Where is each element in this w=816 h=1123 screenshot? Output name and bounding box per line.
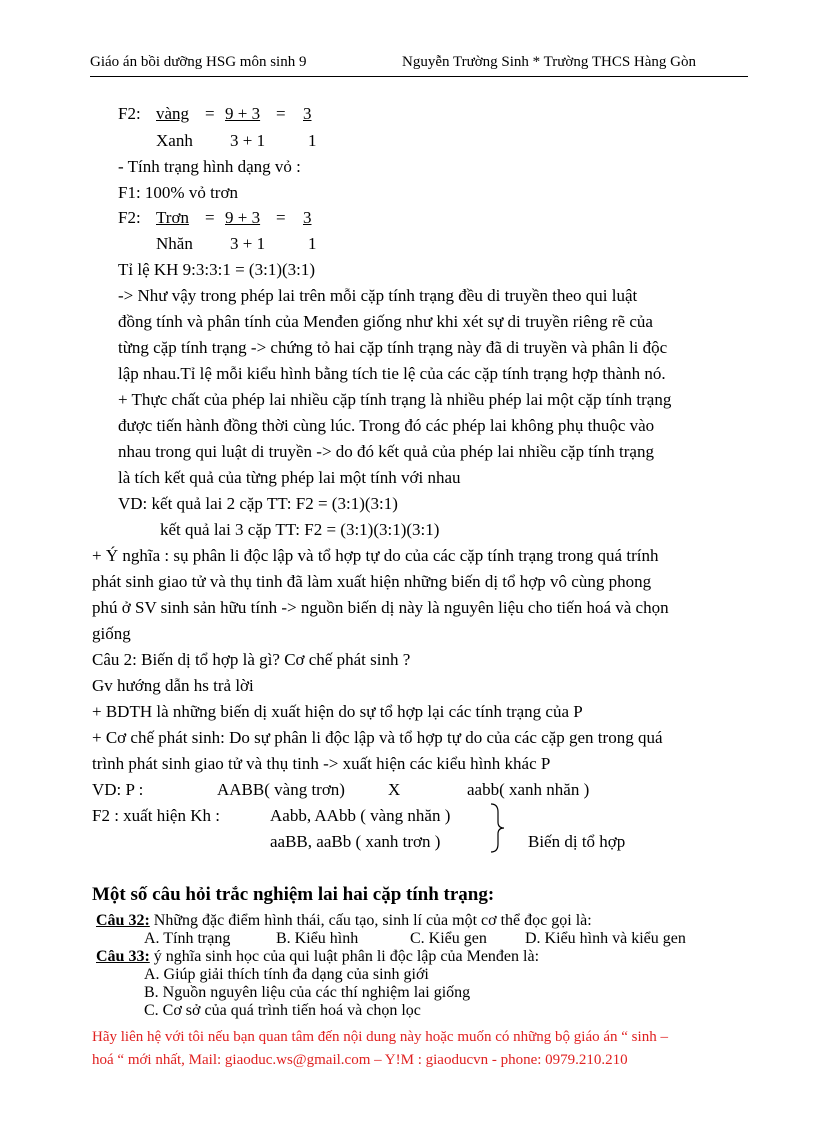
text-line: là tích kết quả của từng phép lai một tính với nhau bbox=[118, 468, 461, 487]
question-label: Câu 33: bbox=[96, 948, 150, 965]
text-line: lập nhau.Tỉ lệ mỗi kiểu hình bằng tích tie lệ của các cặp tính trạng hợp thành nó. bbox=[118, 364, 666, 383]
text-line: từng cặp tính trạng -> chứng tỏ hai cặp tính trạng này đã di truyền và phân li độc bbox=[118, 338, 668, 357]
bdth-definition: + BDTH là những biến dị xuất hiện do sự tổ hợp lại các tính trạng của P bbox=[92, 702, 583, 721]
text-line: nhau trong qui luật di truyền -> do đó kết quả của phép lai nhiều cặp tính trạng bbox=[118, 442, 654, 461]
f1-shape: F1: 100% vỏ trơn bbox=[118, 183, 238, 202]
option-a: A. Giúp giải thích tính đa dạng của sinh giới bbox=[144, 966, 429, 983]
f2-num: 9 + 3 bbox=[225, 208, 261, 227]
text-line: phú ở SV sinh sản hữu tính -> nguồn biến dị này là nguyên liệu cho tiến hoá và chọn bbox=[92, 598, 669, 617]
header-right: Nguyễn Trường Sinh * Trường THCS Hàng Gòn bbox=[402, 54, 696, 70]
f2-name-top: vàng bbox=[156, 104, 190, 123]
f2-eq2: = bbox=[276, 208, 286, 227]
f2-name-bottom: Xanh bbox=[156, 131, 193, 150]
curly-brace-icon bbox=[488, 802, 508, 854]
recombination-label: Biến dị tổ hợp bbox=[528, 832, 626, 851]
f2-res-top: 3 bbox=[303, 104, 312, 123]
shape-title: - Tính trạng hình dạng vỏ : bbox=[118, 157, 301, 176]
f2-res-bottom: 1 bbox=[308, 234, 317, 253]
text-line: + Ý nghĩa : sụ phân li độc lập và tổ hợp tự do của các cặp tính trạng trong quá trính bbox=[92, 546, 659, 565]
f2-eq1: = bbox=[205, 104, 215, 123]
option-c: C. Kiểu gen bbox=[410, 930, 487, 947]
header-divider bbox=[90, 76, 748, 77]
text-line: -> Như vậy trong phép lai trên mỗi cặp tính trạng đều di truyền theo qui luật bbox=[118, 286, 638, 305]
f2-eq2: = bbox=[276, 104, 286, 123]
f2-den: 3 + 1 bbox=[230, 131, 266, 150]
option-b: B. Nguồn nguyên liệu của các thí nghiệm lai giống bbox=[144, 984, 471, 1001]
parent-a: AABB( vàng trơn) bbox=[217, 780, 345, 799]
ratio-line: Tỉ lệ KH 9:3:3:1 = (3:1)(3:1) bbox=[118, 260, 316, 279]
cross-symbol: X bbox=[388, 780, 401, 799]
f2-name-bottom: Nhăn bbox=[156, 234, 193, 253]
text-line: + Cơ chế phát sinh: Do sự phân li độc lập và tổ hợp tự do của các cặp gen trong quá bbox=[92, 728, 663, 747]
f2-name-top: Trơn bbox=[156, 208, 189, 227]
f2-label: F2: bbox=[118, 104, 141, 123]
example-2-pairs: VD: kết quả lai 2 cặp TT: F2 = (3:1)(3:1) bbox=[118, 494, 398, 513]
f2-res-bottom: 1 bbox=[308, 131, 317, 150]
f2-eq1: = bbox=[205, 208, 215, 227]
parent-b: aabb( xanh nhăn ) bbox=[467, 780, 590, 799]
option-a: A. Tính trạng bbox=[144, 930, 231, 947]
question-33-stem bbox=[96, 948, 539, 966]
f2-result-label: F2 : xuất hiện Kh : bbox=[92, 806, 220, 825]
section-title: Một số câu hỏi trắc nghiệm lai hai cặp tính trạng: bbox=[92, 884, 495, 905]
teacher-guide: Gv hướng dẫn hs trả lời bbox=[92, 676, 254, 695]
f2-label: F2: bbox=[118, 208, 141, 227]
option-b: B. Kiểu hình bbox=[276, 930, 359, 947]
cross-label: VD: P : bbox=[92, 780, 144, 799]
genotype-line-1: Aabb, AAbb ( vàng nhăn ) bbox=[270, 806, 451, 825]
genotype-line-2: aaBB, aaBb ( xanh trơn ) bbox=[270, 832, 441, 851]
text-line: được tiến hành đồng thời cùng lúc. Trong đó các phép lai không phụ thuộc vào bbox=[118, 416, 655, 435]
question-32-stem bbox=[96, 912, 592, 930]
text-line: đồng tính và phân tính của Menđen giống như khi xét sự di truyền riêng rẽ của bbox=[118, 312, 653, 331]
f2-den: 3 + 1 bbox=[230, 234, 266, 253]
option-c: C. Cơ sở của quá trình tiến hoá và chọn lọc bbox=[144, 1002, 421, 1019]
option-d: D. Kiểu hình và kiểu gen bbox=[525, 930, 686, 947]
text-line: + Thực chất của phép lai nhiều cặp tính trạng là nhiều phép lai một cặp tính trạng bbox=[118, 390, 672, 409]
question-label: Câu 32: bbox=[96, 912, 150, 929]
text-line: trình phát sinh giao tử và thụ tinh -> xuất hiện các kiểu hình khác P bbox=[92, 754, 551, 773]
header-left: Giáo án bồi dưỡng HSG môn sinh 9 bbox=[90, 54, 307, 70]
footer-line: Hãy liên hệ với tôi nếu bạn quan tâm đến nội dung này hoặc muốn có những bộ giáo án “ sinh – bbox=[92, 1029, 668, 1045]
f2-num: 9 + 3 bbox=[225, 104, 261, 123]
f2-res-top: 3 bbox=[303, 208, 312, 227]
example-3-pairs: kết quả lai 3 cặp TT: F2 = (3:1)(3:1)(3:1) bbox=[160, 520, 440, 539]
question-2: Câu 2: Biến dị tổ hợp là gì? Cơ chế phát sinh ? bbox=[92, 650, 411, 669]
footer-line: hoá “ mới nhất, Mail: giaoduc.ws@gmail.com – Y!M : giaoducvn - phone: 0979.210.210 bbox=[92, 1052, 628, 1068]
question-text: ý nghĩa sinh học của qui luật phân li độc lập của Menđen là: bbox=[149, 948, 540, 965]
text-line: phát sinh giao tử và thụ tinh đã làm xuất hiện những biến dị tổ hợp vô cùng phong bbox=[92, 572, 652, 591]
question-text: Những đặc điểm hình thái, cấu tạo, sinh lí của một cơ thể đọc gọi là: bbox=[149, 912, 592, 929]
text-line: giống bbox=[92, 624, 131, 643]
